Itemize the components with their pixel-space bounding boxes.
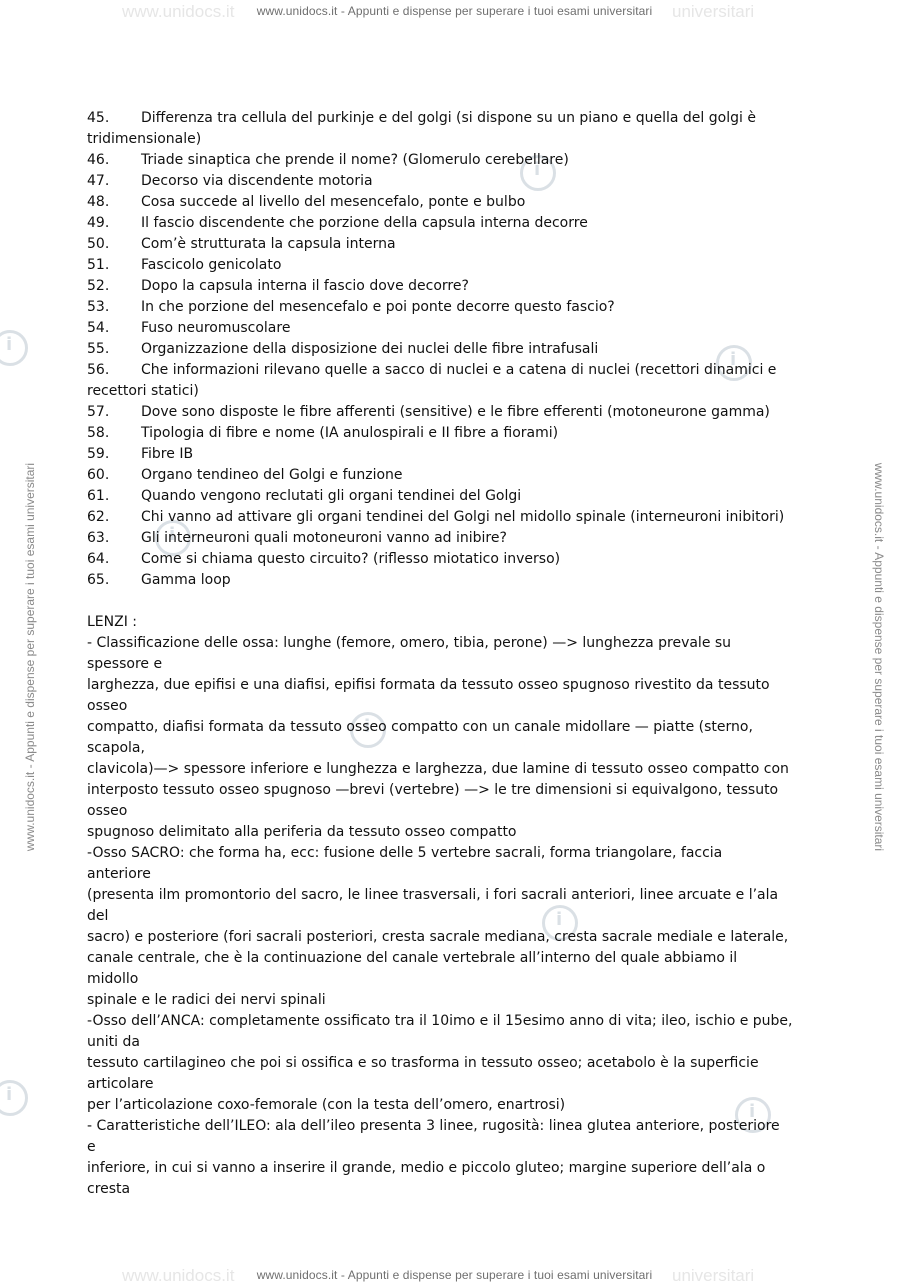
note-line: interposto tessuto osseo spugnoso —brevi (vertebre) —> le tre dimensioni si equivalgono, tessuto [87,782,779,798]
question-text: Dopo la capsula interna il fascio dove decorre? [141,278,469,294]
question-item [87,213,827,234]
note-line: del [87,908,109,924]
note-line: spugnoso delimitato alla periferia da tessuto osseo compatto [87,824,517,840]
note-line: (presenta ilm promontorio del sacro, le linee trasversali, i fori sacrali anteriori, linee arcuate e l’ala [87,887,779,903]
note-line: articolare [87,1076,154,1092]
question-item [87,339,827,360]
question-item [87,402,827,423]
question-number: 63. [87,530,110,546]
note-line: cresta [87,1181,131,1197]
note-line: osseo [87,698,128,714]
question-item [87,297,827,318]
note-line: canale centrale, che è la continuazione del canale vertebrale all’interno del quale abbiamo il [87,950,738,966]
note-line: e [87,1139,96,1155]
question-text: Differenza tra cellula del purkinje e del golgi (si dispone su un piano e quella del golgi è [141,110,756,126]
section-title: LENZI : [87,614,138,630]
note-line: - Classificazione delle ossa: lunghe (femore, omero, tibia, perone) —> lunghezza prevale su [87,635,732,651]
question-number: 62. [87,509,110,525]
ghost-watermark-bottom-right: universitari [672,1266,755,1285]
question-number: 46. [87,152,110,168]
ghost-watermark-top-right: universitari [672,2,755,21]
question-number: 55. [87,341,110,357]
question-text: Come si chiama questo circuito? (riflesso miotatico inverso) [141,551,561,567]
question-number: 49. [87,215,110,231]
question-number: 61. [87,488,110,504]
question-number: 50. [87,236,110,252]
question-text: In che porzione del mesencefalo e poi ponte decorre questo fascio? [141,299,615,315]
question-text: Gli interneuroni quali motoneuroni vanno ad inibire? [141,530,507,546]
question-text-continuation: tridimensionale) [87,131,202,147]
question-text: Gamma loop [141,572,231,588]
question-item [87,570,827,591]
question-text: Triade sinaptica che prende il nome? (Glomerulo cerebellare) [141,152,569,168]
note-line: inferiore, in cui si vanno a inserire il grande, medio e piccolo gluteo; margine superiore dell’ala o [87,1160,766,1176]
question-item [87,507,827,528]
question-list [87,108,827,591]
question-text: Tipologia di fibre e nome (IA anulospirali e II fibre a fiorami) [141,425,559,441]
question-text: Dove sono disposte le fibre afferenti (sensitive) e le fibre efferenti (motoneurone gamma) [141,404,770,420]
note-line: sacro) e posteriore (fori sacrali posteriori, cresta sacrale mediana, cresta sacrale mediale e laterale, [87,929,789,945]
ghost-watermark-top-left: www.unidocs.it [122,2,235,21]
note-line: scapola, [87,740,145,756]
note-line: osseo [87,803,128,819]
question-item [87,171,827,192]
question-number: 47. [87,173,110,189]
question-text: Chi vanno ad attivare gli organi tendinei del Golgi nel midollo spinale (interneuroni inibitori) [141,509,785,525]
question-item [87,234,827,255]
question-text: Fascicolo genicolato [141,257,282,273]
footer-watermark: www.unidocs.it - Appunti e dispense per superare i tuoi esami universitari [256,1268,653,1282]
note-line: - Caratteristiche dell’ILEO: ala dell’ileo presenta 3 linee, rugosità: linea glutea anteriore, posteriore [87,1118,780,1134]
question-number: 52. [87,278,110,294]
note-line: clavicola)—> spessore inferiore e lunghezza e larghezza, due lamine di tessuto osseo compatto con [87,761,789,777]
question-item [87,108,827,129]
question-item [87,192,827,213]
right-side-watermark: www.unidocs.it - Appunti e dispense per superare i tuoi esami universitari [872,462,886,852]
question-text: Organo tendineo del Golgi e funzione [141,467,403,483]
note-line: per l’articolazione coxo-femorale (con la testa dell’omero, enartrosi) [87,1097,566,1113]
lenzi-notes [87,633,827,1200]
note-line: larghezza, due epifisi e una diafisi, epifisi formata da tessuto osseo spugnoso rivestito da tessuto [87,677,770,693]
question-text: Il fascio discendente che porzione della capsula interna decorre [141,215,588,231]
question-number: 60. [87,467,110,483]
question-number: 53. [87,299,110,315]
question-text: Fibre IB [141,446,194,462]
document-body [87,108,827,1200]
question-number: 56. [87,362,110,378]
question-text-continuation: recettori statici) [87,383,199,399]
ghost-watermark-bottom-left: www.unidocs.it [122,1266,235,1285]
question-item [87,360,827,381]
question-item [87,549,827,570]
question-item [87,423,827,444]
note-line: anteriore [87,866,151,882]
question-number: 58. [87,425,110,441]
question-item [87,255,827,276]
question-item [87,486,827,507]
question-text: Che informazioni rilevano quelle a sacco di nuclei e a catena di nuclei (recettori dinamici e [141,362,777,378]
note-line: tessuto cartilagineo che poi si ossifica e so trasforma in tessuto osseo; acetabolo è la superficie [87,1055,759,1071]
question-text: Decorso via discendente motoria [141,173,373,189]
question-text: Organizzazione della disposizione dei nuclei delle fibre intrafusali [141,341,599,357]
note-line: uniti da [87,1034,140,1050]
question-text: Quando vengono reclutati gli organi tendinei del Golgi [141,488,522,504]
question-item [87,465,827,486]
note-line: midollo [87,971,139,987]
question-number: 54. [87,320,110,336]
question-number: 51. [87,257,110,273]
note-line: -Osso dell’ANCA: completamente ossificato tra il 10imo e il 15esimo anno di vita; ileo, ischio e pube, [87,1013,793,1029]
question-text: Com’è strutturata la capsula interna [141,236,396,252]
question-item [87,150,827,171]
watermark-logo-icon [0,1080,28,1116]
question-item [87,318,827,339]
question-number: 64. [87,551,110,567]
question-number: 65. [87,572,110,588]
question-item [87,276,827,297]
header-watermark: www.unidocs.it - Appunti e dispense per superare i tuoi esami universitari [256,4,653,18]
note-line: compatto, diafisi formata da tessuto osseo compatto con un canale midollare — piatte (sterno, [87,719,753,735]
question-text: Fuso neuromuscolare [141,320,291,336]
question-item [87,444,827,465]
question-text: Cosa succede al livello del mesencefalo, ponte e bulbo [141,194,526,210]
note-line: -Osso SACRO: che forma ha, ecc: fusione delle 5 vertebre sacrali, forma triangolare, faccia [87,845,723,861]
question-number: 45. [87,110,110,126]
question-number: 59. [87,446,110,462]
question-number: 48. [87,194,110,210]
question-item [87,528,827,549]
left-side-watermark: www.unidocs.it - Appunti e dispense per superare i tuoi esami universitari [23,462,37,852]
note-line: spinale e le radici dei nervi spinali [87,992,326,1008]
note-line: spessore e [87,656,163,672]
question-number: 57. [87,404,110,420]
